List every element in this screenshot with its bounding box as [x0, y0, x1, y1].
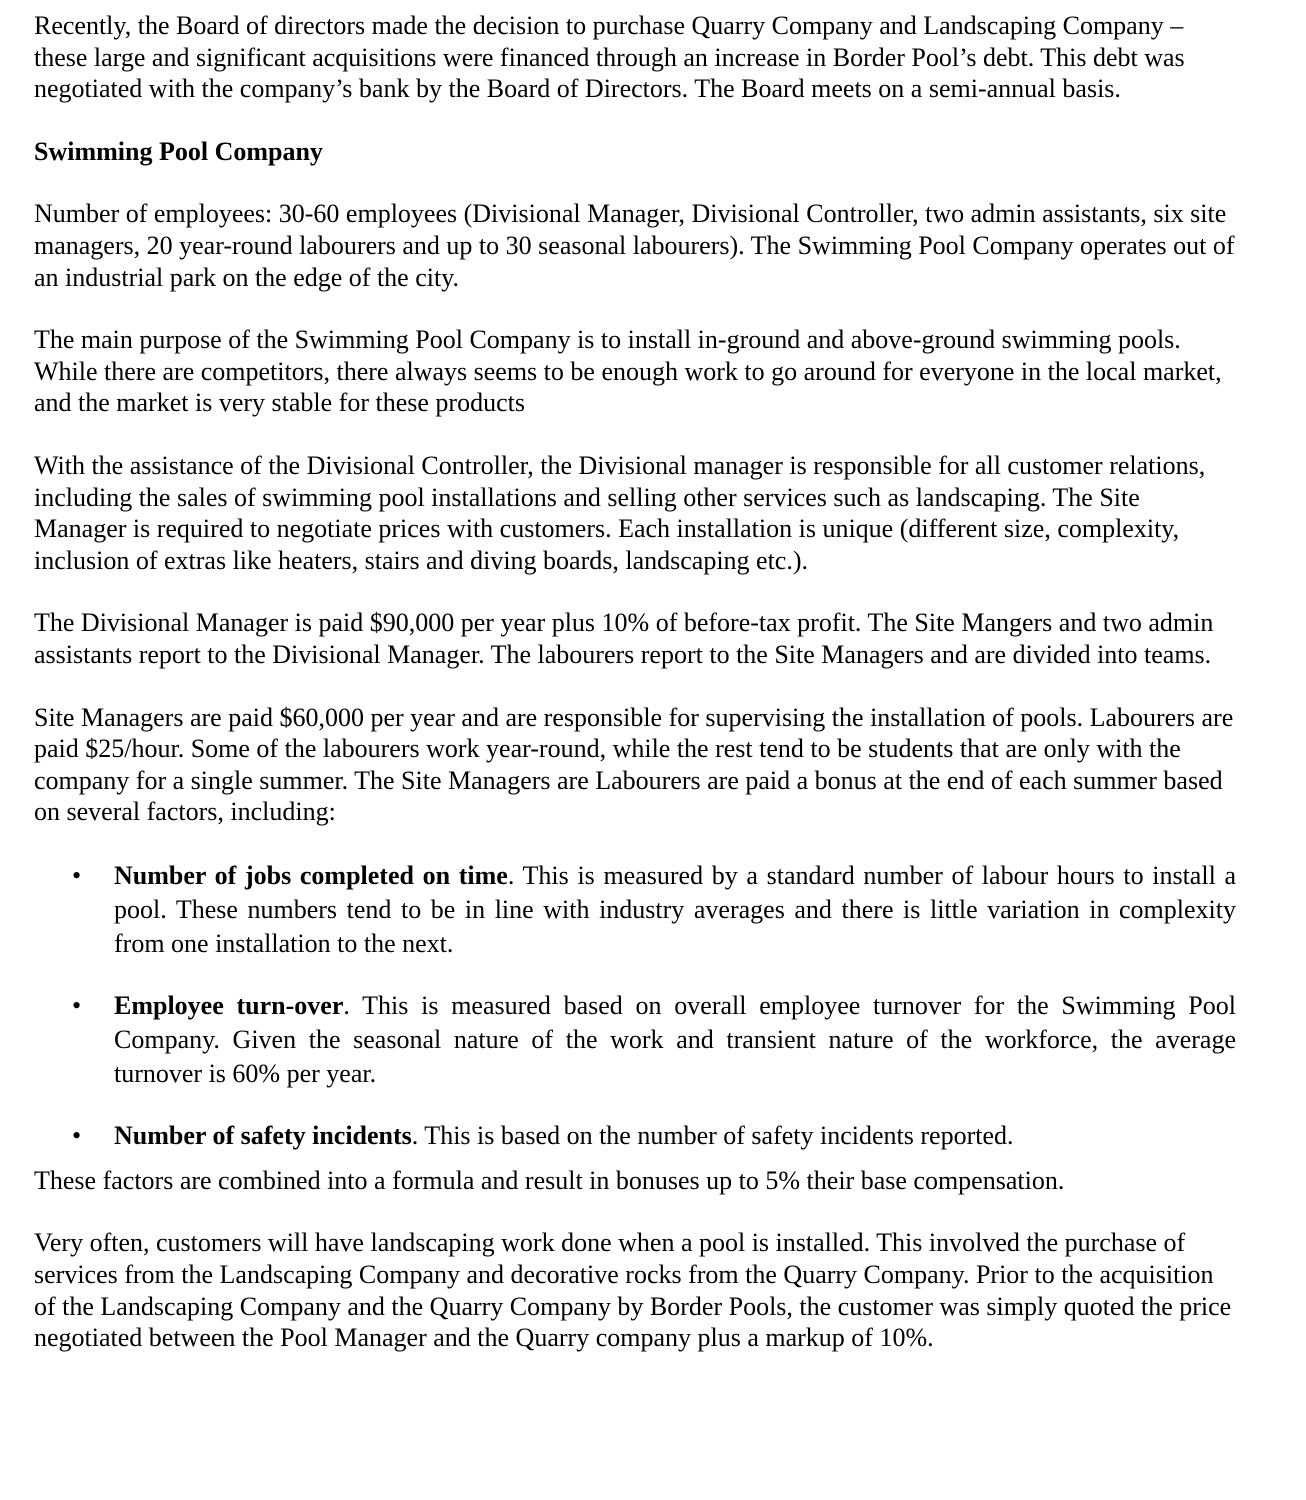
factor-description: . This is measured based on overall employee turnover for the Swimming Pool Company. Given the seasonal nature of the work and transient nature of the workforce, the average turnover is 60% per year. — [114, 990, 1236, 1088]
paragraph-site-manager-pay: Site Managers are paid $60,000 per year and are responsible for supervising the installation of pools. Labourers are paid $25/hour. Some of the labourers work year-round, while the rest tend to be students that are only with the company for a single summer. The Site Managers are Labourers are paid a bonus at the end of each summer based on several factors, including: — [34, 702, 1234, 827]
paragraph-divisional-manager-pay: The Divisional Manager is paid $90,000 per year plus 10% of before-tax profit. The Site Mangers and two admin assistants report to the Divisional Manager. The labourers report to the Site Managers and are divided into teams. — [34, 608, 1214, 669]
section-heading: Swimming Pool Company — [34, 136, 323, 166]
list-item — [72, 859, 1236, 961]
list-item — [72, 989, 1236, 1091]
list-item — [72, 1119, 1236, 1153]
bullet-icon: • — [72, 860, 82, 890]
paragraph-landscaping-quarry: Very often, customers will have landscaping work done when a pool is installed. This involved the purchase of services from the Landscaping Company and decorative rocks from the Quarry Company. Prior to the acquisition of the Landscaping Company and the Quarry Company by Border Pools, the customer was simply quoted the price negotiated between the Pool Manager and the Quarry company plus a markup of 10%. — [34, 1228, 1232, 1353]
bonus-factors-list — [34, 859, 1236, 1153]
factor-description: . This is based on the number of safety incidents reported. — [411, 1120, 1014, 1150]
paragraph-customer-relations: With the assistance of the Divisional Controller, the Divisional manager is responsible for all customer relations, including the sales of swimming pool installations and selling other services such as landscaping. The Site Manager is required to negotiate prices with customers. Each installation is unique (different size, complexity, inclusion of extras like heaters, stairs and diving boards, landscaping etc.). — [34, 450, 1206, 575]
factor-term: Employee turn-over — [114, 990, 344, 1020]
paragraph-bonus-formula: These factors are combined into a formula and result in bonuses up to 5% their base compensation. — [34, 1165, 1065, 1195]
paragraph-board-acquisitions: Recently, the Board of directors made the decision to purchase Quarry Company and Landscaping Company – these large and significant acquisitions were financed through an increase in Border Pool’s debt. This debt was negotiated with the company’s bank by the Board of Directors. The Board meets on a semi-annual basis. — [34, 11, 1185, 104]
factor-description: . This is measured by a standard number of labour hours to install a pool. These numbers tend to be in line with industry averages and there is little variation in complexity from one installation to the next. — [114, 860, 1236, 958]
bullet-icon: • — [72, 990, 82, 1020]
paragraph-main-purpose: The main purpose of the Swimming Pool Company is to install in-ground and above-ground swimming pools. While there are competitors, there always seems to be enough work to go around for everyone in the local market, and the market is very stable for these products — [34, 325, 1222, 418]
paragraph-employees: Number of employees: 30-60 employees (Divisional Manager, Divisional Controller, two admin assistants, six site managers, 20 year-round labourers and up to 30 seasonal labourers). The Swimming Pool Company operates out of an industrial park on the edge of the city. — [34, 199, 1235, 292]
bullet-icon: • — [72, 1120, 82, 1150]
factor-term: Number of jobs completed on time — [114, 860, 508, 890]
factor-term: Number of safety incidents — [114, 1120, 412, 1150]
